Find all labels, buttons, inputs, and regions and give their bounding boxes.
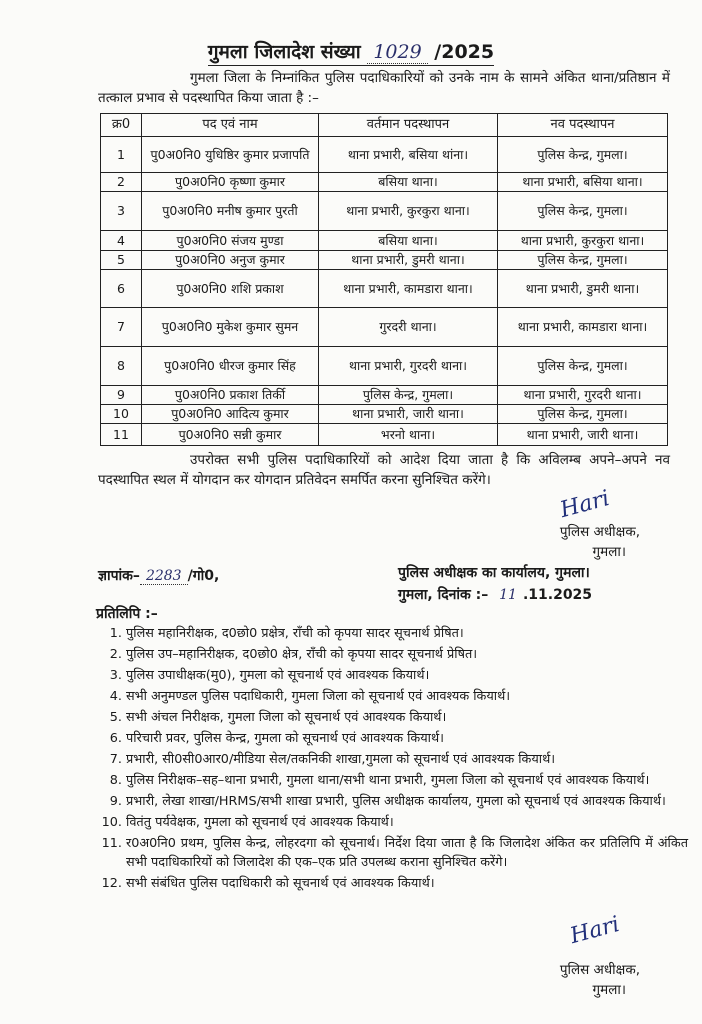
table-row <box>101 251 668 270</box>
title-text: गुमला जिलादेश संख्या <box>207 41 361 63</box>
col-header-current: वर्तमान पदस्थापन <box>319 114 498 137</box>
new-posting-cell: थाना प्रभारी, बसिया थाना। <box>498 173 668 192</box>
table-row <box>101 308 668 347</box>
copy-list <box>104 624 688 895</box>
copy-list-item: 7. प्रभारी, सी0सी0आर0/मीडिया सेल/तकनिकी शाखा,गुमला को सूचनार्थ एवं आवश्यक कियार्थ। <box>126 750 688 769</box>
copy-list-item: 9. प्रभारी, लेखा शाखा/HRMS/सभी शाखा प्रभारी, पुलिस अधीक्षक कार्यालय, गुमला को सूचनार्थ एवं आवश्यक कियार्थ। <box>126 792 688 811</box>
name-cell: पु0अ0नि0 अनुज कुमार <box>142 251 319 270</box>
directive-paragraph: उपरोक्त सभी पुलिस पदाधिकारियों को आदेश दिया जाता है कि अविलम्ब अपने–अपने नव पदस्थापित स्थल में योगदान कर योगदान प्रतिवेदन समर्पित करना सुनिश्चित करेंगे। <box>98 452 670 488</box>
serial-cell: 1 <box>101 137 142 173</box>
date-day: 11 <box>499 587 517 603</box>
office-name: पुलिस अधीक्षक का कार्यालय, गुमला। <box>398 565 590 581</box>
current-posting-cell: बसिया थाना। <box>319 231 498 251</box>
current-posting-cell: थाना प्रभारी, गुरदरी थाना। <box>319 347 498 386</box>
serial-cell: 9 <box>101 386 142 405</box>
memo-value: 2283 <box>140 568 188 585</box>
order-number: 1029 <box>367 41 427 64</box>
memo-number <box>98 566 219 585</box>
col-header-name: पद एवं नाम <box>142 114 319 137</box>
new-posting-cell: थाना प्रभारी, गुरदरी थाना। <box>498 386 668 405</box>
copy-list-item: 5. सभी अंचल निरीक्षक, गुमला जिला को सूचनार्थ एवं आवश्यक कियार्थ। <box>126 708 688 727</box>
new-posting-cell: पुलिस केन्द्र, गुमला। <box>498 137 668 173</box>
new-posting-cell: थाना प्रभारी, कामडारा थाना। <box>498 308 668 347</box>
office-date <box>398 584 592 606</box>
name-cell: पु0अ0नि0 धीरज कुमार सिंह <box>142 347 319 386</box>
new-posting-cell: थाना प्रभारी, जारी थाना। <box>498 424 668 446</box>
office-block <box>398 562 592 606</box>
serial-cell: 3 <box>101 192 142 231</box>
name-cell: पु0अ0नि0 मनीष कुमार पुरती <box>142 192 319 231</box>
current-posting-cell: थाना प्रभारी, डुमरी थाना। <box>319 251 498 270</box>
signature-title: पुलिस अधीक्षक, <box>559 962 640 978</box>
table-row <box>101 386 668 405</box>
name-cell: पु0अ0नि0 युधिष्ठिर कुमार प्रजापति <box>142 137 319 173</box>
signature-scrawl-2: Hari <box>567 911 623 950</box>
new-posting-cell: थाना प्रभारी, डुमरी थाना। <box>498 270 668 308</box>
signature-title: पुलिस अधीक्षक, <box>559 524 640 540</box>
date-label: गुमला, दिनांक :– <box>398 587 489 603</box>
copy-list-item: 8. पुलिस निरीक्षक–सह–थाना प्रभारी, गुमला थाना/सभी थाना प्रभारी, गुमला जिला को सूचनार्थ एवं आवश्यक कियार्थ। <box>126 771 688 790</box>
current-posting-cell: बसिया थाना। <box>319 173 498 192</box>
current-posting-cell: थाना प्रभारी, जारी थाना। <box>319 405 498 424</box>
current-posting-cell: पुलिस केन्द्र, गुमला। <box>319 386 498 405</box>
serial-cell: 4 <box>101 231 142 251</box>
current-posting-cell: भरनो थाना। <box>319 424 498 446</box>
signature-block-1 <box>520 522 640 562</box>
table-row <box>101 347 668 386</box>
signature-place: गुमला। <box>592 982 626 998</box>
serial-cell: 8 <box>101 347 142 386</box>
serial-cell: 11 <box>101 424 142 446</box>
new-posting-cell: पुलिस केन्द्र, गुमला। <box>498 192 668 231</box>
signature-block-2 <box>520 960 640 1000</box>
serial-cell: 5 <box>101 251 142 270</box>
new-posting-cell: पुलिस केन्द्र, गुमला। <box>498 251 668 270</box>
copy-list-item: 3. पुलिस उपाधीक्षक(मु0), गुमला को सूचनार्थ एवं आवश्यक कियार्थ। <box>126 666 688 685</box>
copy-list-item: 1. पुलिस महानिरीक्षक, द0छो0 प्रक्षेत्र, रॉंची को कृपया सादर सूचनार्थ प्रेषित। <box>126 624 688 643</box>
serial-cell: 10 <box>101 405 142 424</box>
copy-list-item: 10. वितंतु पर्यवेक्षक, गुमला को सूचनार्थ एवं आवश्यक कियार्थ। <box>126 813 688 832</box>
table-row <box>101 231 668 251</box>
name-cell: पु0अ0नि0 कृष्णा कुमार <box>142 173 319 192</box>
copy-list-item: 12. सभी संबंधित पुलिस पदाधिकारी को सूचनार्थ एवं आवश्यक कियार्थ। <box>126 874 688 893</box>
name-cell: पु0अ0नि0 प्रकाश तिर्की <box>142 386 319 405</box>
table-header-row <box>101 114 668 137</box>
table-row <box>101 173 668 192</box>
name-cell: पु0अ0नि0 शशि प्रकाश <box>142 270 319 308</box>
copy-heading: प्रतिलिपि :– <box>96 606 158 622</box>
current-posting-cell: थाना प्रभारी, कामडारा थाना। <box>319 270 498 308</box>
copy-list-item: 2. पुलिस उप–महानिरीक्षक, द0छो0 क्षेत्र, रॉंची को कृपया सादर सूचनार्थ प्रेषित। <box>126 645 688 664</box>
order-title <box>0 38 702 64</box>
col-header-serial: क्र0 <box>101 114 142 137</box>
name-cell: पु0अ0नि0 मुकेश कुमार सुमन <box>142 308 319 347</box>
posting-table <box>100 113 668 446</box>
signature-place: गुमला। <box>592 544 626 560</box>
table-row <box>101 270 668 308</box>
copy-list-item: 6. परिचारी प्रवर, पुलिस केन्द्र, गुमला को सूचनार्थ एवं आवश्यक कियार्थ। <box>126 729 688 748</box>
order-year: /2025 <box>434 41 495 63</box>
col-header-new: नव पदस्थापन <box>498 114 668 137</box>
intro-paragraph: गुमला जिला के निम्नांकित पुलिस पदाधिकारियों को उनके नाम के सामने अंकित थाना/प्रतिष्ठान में तत्काल प्रभाव से पदस्थापित किया जाता है :– <box>98 70 670 106</box>
name-cell: पु0अ0नि0 आदित्य कुमार <box>142 405 319 424</box>
new-posting-cell: पुलिस केन्द्र, गुमला। <box>498 347 668 386</box>
serial-cell: 7 <box>101 308 142 347</box>
copy-list-item: 11. र0अ0नि0 प्रथम, पुलिस केन्द्र, लोहरदगा को सूचनार्थ। निर्देश दिया जाता है कि जिलादेश अंकित कर प्रतिलिपि में अंकित सभी पदाधिकारियों को जिलादेश की एक–एक प्रति उपलब्ध कराना सुनिश्चित करेंगे। <box>126 834 688 872</box>
current-posting-cell: थाना प्रभारी, कुरकुरा थाना। <box>319 192 498 231</box>
table-row <box>101 424 668 446</box>
name-cell: पु0अ0नि0 संजय मुण्डा <box>142 231 319 251</box>
new-posting-cell: पुलिस केन्द्र, गुमला। <box>498 405 668 424</box>
serial-cell: 2 <box>101 173 142 192</box>
memo-suffix: /गो0, <box>187 568 220 584</box>
current-posting-cell: थाना प्रभारी, बसिया थांना। <box>319 137 498 173</box>
table-row <box>101 405 668 424</box>
memo-label: ज्ञापांक– <box>98 568 140 584</box>
copy-list-item: 4. सभी अनुमण्डल पुलिस पदाधिकारी, गुमला जिला को सूचनार्थ एवं आवश्यक कियार्थ। <box>126 687 688 706</box>
name-cell: पु0अ0नि0 सन्नी कुमार <box>142 424 319 446</box>
serial-cell: 6 <box>101 270 142 308</box>
current-posting-cell: गुरदरी थाना। <box>319 308 498 347</box>
table-row <box>101 192 668 231</box>
signature-scrawl: Hari <box>557 485 613 524</box>
new-posting-cell: थाना प्रभारी, कुरकुरा थाना। <box>498 231 668 251</box>
date-rest: .11.2025 <box>522 587 593 603</box>
table-row <box>101 137 668 173</box>
